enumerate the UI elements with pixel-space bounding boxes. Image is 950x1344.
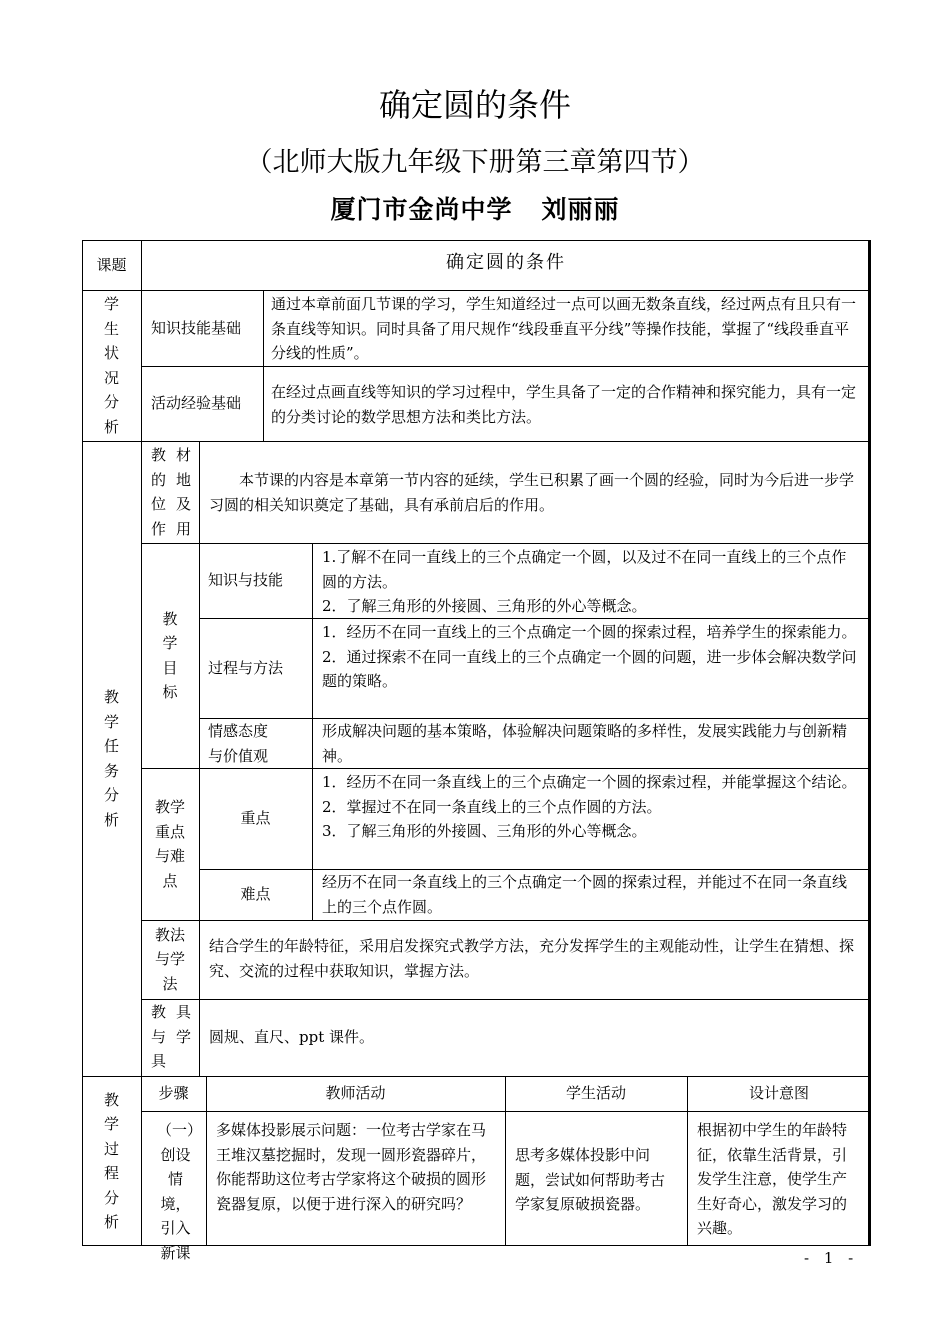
goal-knowledge-item: 1.了解不在同一直线上的三个点确定一个圆，以及过不在同一直线上的三个点作圆的方法。 [322,548,847,591]
key-point-text [312,768,871,869]
col-intent: 设计意图 [748,1084,809,1103]
goal-process-item: 1．经历不在同一直线上的三个点确定一个圆的探索过程，培养学生的探索能力。 [322,623,857,641]
key-point-item: 2．掌握过不在同一条直线上的三个点作圆的方法。 [322,797,662,816]
goal-knowledge-label: 知识与技能 [208,571,284,590]
goal-process-item: 2．通过探索不在同一直线上的三个点确定一个圆的问题，进一步体会解决数学问题的策略。 [322,647,857,690]
page-number: - 1 - [804,1249,859,1267]
process-analysis-label: 教学过程分析 [103,1090,119,1231]
activity-base-label: 活动经验基础 [151,394,242,413]
knowledge-base-text: 通过本章前面几节课的学习，学生知道经过一点可以画无数条直线，经过两点有且只有一条直线等知识。同时具备了用尺规作“线段垂直平分线”等操作技能，掌握了“线段垂直平分线的性质”。 [271,295,857,362]
col-teacher: 教师活动 [325,1084,386,1103]
key-point-label: 重点 [240,809,271,828]
method-label: 教法与学法 [154,925,185,993]
key-difficulty-label: 教学重点与难点 [154,798,185,890]
doc-title: 确定圆的条件 [378,86,571,124]
goal-process-label: 过程与方法 [208,658,284,677]
doc-author: 厦门市金尚中学 刘丽丽 [330,195,620,224]
key-point-item: 1．经历不在同一条直线上的三个点确定一个圆的探索过程，并能掌握这个结论。 [322,773,857,791]
knowledge-base-label: 知识技能基础 [151,318,242,337]
row1-step: （一）创设情境，引入新课 [157,1121,203,1262]
difficulty-text: 经历不在同一条直线上的三个点确定一个圆的探索过程，并能过不在同一条直线上的三个点作圆。 [322,873,848,916]
activity-base-text: 在经过点画直线等知识的学习过程中，学生具备了一定的合作精神和探究能力，具有一定的分类讨论的数学思想方法和类比方法。 [271,383,857,426]
tools-label: 教具与学具 [151,1003,191,1070]
doc-subtitle: （北师大版九年级下册第三章第四节） [245,147,705,178]
key-point-item: 3．了解三角形的外接圆、三角形的外心等概念。 [322,822,647,840]
goal-label: 教学目标 [162,609,178,701]
row1-teacher: 多媒体投影展示问题：一位考古学家在马王堆汉墓挖掘时，发现一圆形瓷器碎片，你能帮助这位考古学家将这个破损的圆形瓷器复原，以便于进行深入的研究吗？ [216,1121,487,1213]
col-step: 步骤 [158,1084,189,1103]
material-label: 教材的地位及作用 [151,446,191,538]
goal-knowledge-text [312,543,871,618]
method-text: 结合学生的年龄特征，采用启发探究式教学方法，充分发挥学生的主观能动性，让学生在猜想、探究、交流的过程中获取知识，掌握方法。 [209,937,855,980]
goal-process-text [312,618,871,718]
row1-intent: 根据初中学生的年龄特征，依靠生活背景，引发学生注意，使学生产生好奇心，激发学习的兴趣。 [697,1121,848,1237]
topic-label: 课题 [96,255,127,274]
tools-text: 圆规、直尺、ppt 课件。 [209,1028,375,1046]
task-analysis-label: 教学任务分析 [103,688,119,829]
goal-emotion-text: 形成解决问题的基本策略，体验解决问题策略的多样性，发展实践能力与创新精神。 [322,722,848,765]
material-text: 本节课的内容是本章第一节内容的延续，学生已积累了画一个圆的经验，同时为今后进一步学习圆的相关知识奠定了基础，具有承前启后的作用。 [209,471,855,514]
topic-value: 确定圆的条件 [446,251,566,273]
col-student: 学生活动 [565,1084,626,1103]
difficulty-label: 难点 [240,885,271,904]
goal-knowledge-item: 2．了解三角形的外接圆、三角形的外心等概念。 [322,597,647,615]
goal-emotion-label: 情感态度与价值观 [208,722,269,765]
student-analysis-label: 学生状况分析 [103,295,119,436]
row1-student: 思考多媒体投影中问题，尝试如何帮助考古学家复原破损瓷器。 [515,1146,666,1213]
